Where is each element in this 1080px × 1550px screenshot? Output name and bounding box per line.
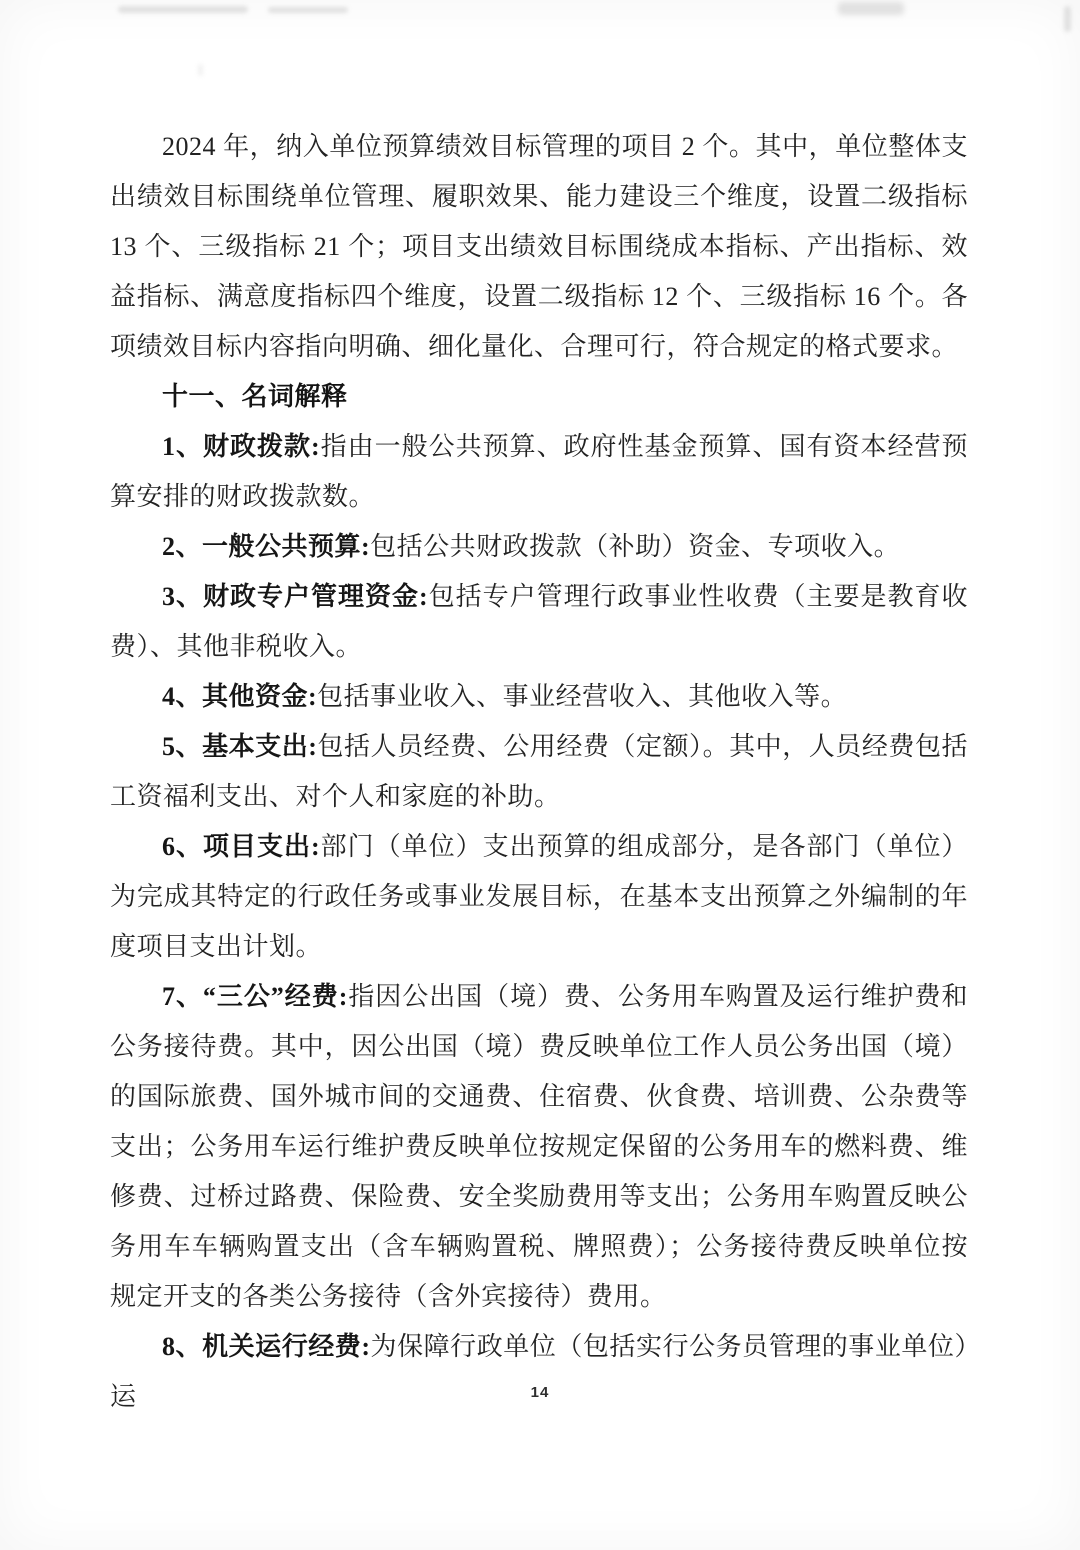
scan-artifact (198, 64, 203, 76)
term-definition-1 (110, 422, 968, 522)
scan-artifact (268, 7, 348, 13)
page-number: 14 (530, 1384, 550, 1401)
term-definition-7 (110, 972, 968, 1322)
term-name: 1、财政拨款: (162, 432, 321, 461)
term-text: 为保障行政单位（包括实行公务员管理的事业单位）运 (110, 1332, 968, 1411)
term-name: 7、“三公”经费: (162, 982, 348, 1011)
term-name: 6、项目支出: (162, 832, 321, 861)
term-name: 8、机关运行经费: (162, 1332, 371, 1361)
paragraph-intro (110, 122, 968, 372)
term-text: 部门（单位）支出预算的组成部分，是各部门（单位）为完成其特定的行政任务或事业发展目标，在基本支出预算之外编制的年度项目支出计划。 (110, 832, 968, 961)
document-body (110, 122, 968, 1422)
term-name: 2、一般公共预算: (162, 532, 371, 561)
term-text: 包括公共财政拨款（补助）资金、专项收入。 (370, 532, 901, 561)
section-heading (110, 372, 968, 422)
term-definition-4 (110, 672, 968, 722)
scan-artifact (118, 6, 248, 13)
term-text: 包括事业收入、事业经营收入、其他收入等。 (317, 682, 848, 711)
term-definition-8 (110, 1322, 968, 1422)
term-name: 5、基本支出: (162, 732, 318, 761)
heading-text: 十一、名词解释 (162, 382, 348, 411)
term-definition-2 (110, 522, 968, 572)
term-definition-5 (110, 722, 968, 822)
term-name: 3、财政专户管理资金: (162, 582, 429, 611)
term-name: 4、其他资金: (162, 682, 318, 711)
term-definition-3 (110, 572, 968, 672)
scan-artifact (838, 2, 904, 15)
term-text: 指由一般公共预算、政府性基金预算、国有资本经营预算安排的财政拨款数。 (110, 432, 968, 511)
term-text: 包括专户管理行政事业性收费（主要是教育收费）、其他非税收入。 (110, 582, 968, 661)
scan-artifact (1064, 6, 1071, 32)
paragraph-text: 2024 年，纳入单位预算绩效目标管理的项目 2 个。其中，单位整体支出绩效目标围绕单位管理、履职效果、能力建设三个维度，设置二级指标 13 个、三级指标 21 个；项目支出绩效目标围绕成本指标、产出指标、效益指标、满意度指标四个维度，设置二级指标 12 个、三级指标 16 个。各项绩效目标内容指向明确、细化量化、合理可行，符合规定的格式要求。 (110, 132, 968, 361)
term-definition-6 (110, 822, 968, 972)
term-text: 指因公出国（境）费、公务用车购置及运行维护费和公务接待费。其中，因公出国（境）费反映单位工作人员公务出国（境）的国际旅费、国外城市间的交通费、住宿费、伙食费、培训费、公杂费等支出；公务用车运行维护费反映单位按规定保留的公务用车的燃料费、维修费、过桥过路费、保险费、安全奖励费用等支出；公务用车购置反映公务用车车辆购置支出（含车辆购置税、牌照费）；公务接待费反映单位按规定开支的各类公务接待（含外宾接待）费用。 (110, 982, 968, 1311)
term-text: 包括人员经费、公用经费（定额）。其中，人员经费包括工资福利支出、对个人和家庭的补助。 (110, 732, 968, 811)
